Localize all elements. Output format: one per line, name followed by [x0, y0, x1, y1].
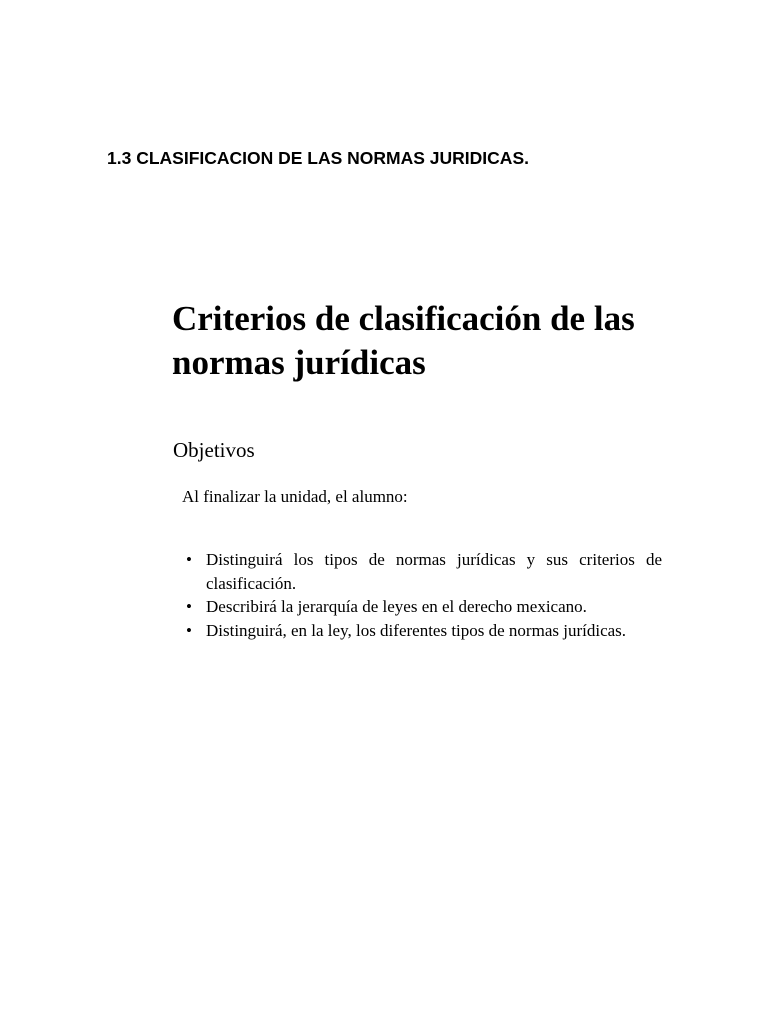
objective-item: [182, 548, 662, 595]
bullet-icon: •: [186, 550, 192, 569]
objective-text: Distinguirá, en la ley, los diferentes tipos de normas jurídicas.: [206, 620, 627, 640]
objectives-intro: Al finalizar la unidad, el alumno:: [182, 487, 408, 506]
bullet-icon: •: [186, 620, 192, 640]
objective-text: Distinguirá los tipos de normas jurídicas y sus criterios de clasificación.: [206, 550, 662, 593]
bullet-icon: •: [186, 597, 192, 616]
objective-item: [182, 619, 662, 643]
section-heading: 1.3 CLASIFICACION DE LAS NORMAS JURIDICAS.: [107, 148, 529, 168]
objective-text: Describirá la jerarquía de leyes en el derecho mexicano.: [206, 597, 587, 616]
objectives-heading: Objetivos: [173, 438, 255, 462]
objective-item: [182, 595, 662, 619]
objectives-list: [182, 548, 662, 642]
chapter-title: Criterios de clasificación de las normas jurídicas: [172, 299, 635, 382]
